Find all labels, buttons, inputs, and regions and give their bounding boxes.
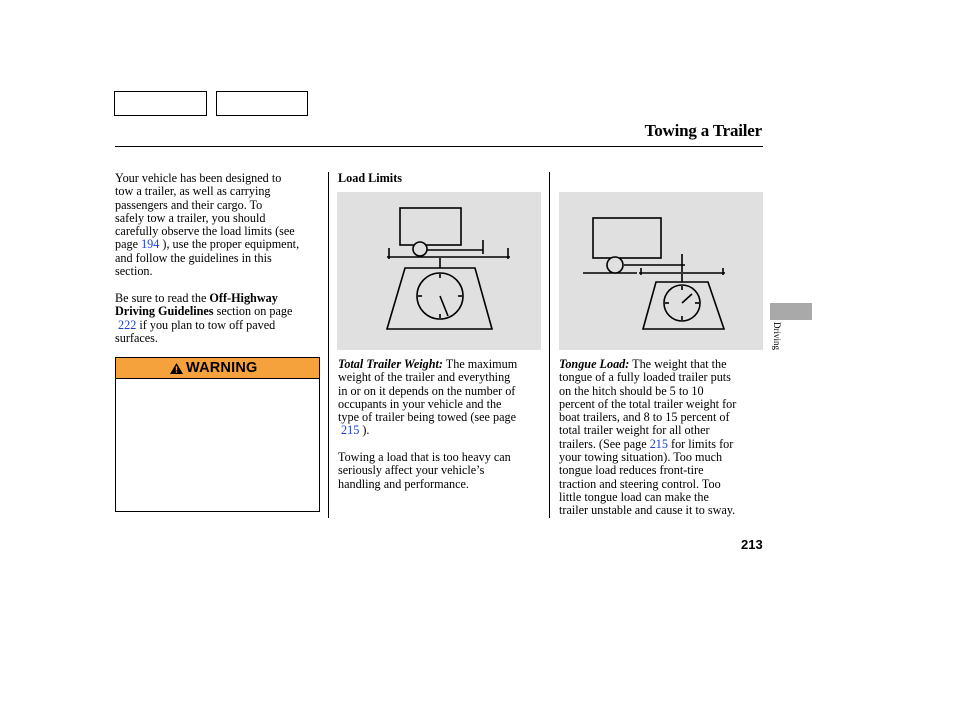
nav-box-2[interactable] bbox=[216, 91, 308, 116]
read-guidelines-paragraph: Be sure to read the Off-Highway Driving Guidelines section on page 222 if you plan to tow off paved surfaces. bbox=[115, 291, 293, 345]
warning-label: WARNING bbox=[186, 360, 258, 376]
intro-paragraph: Your vehicle has been designed to tow a trailer, as well as carrying passengers and their cargo. To safely tow a trailer, you should carefully observe the load limits (see page 194 ), use the proper equipment, and follow the guidelines in this section. bbox=[115, 171, 300, 279]
warning-triangle-icon bbox=[170, 363, 183, 374]
section-tab-label: Driving bbox=[772, 322, 782, 350]
overload-paragraph: Towing a load that is too heavy can seriously affect your vehicle’s handling and performance. bbox=[338, 450, 511, 491]
nav-box-1[interactable] bbox=[114, 91, 207, 116]
page-link-222[interactable]: 222 bbox=[118, 317, 137, 332]
tongue-load-term: Tongue Load: bbox=[559, 357, 630, 371]
page-link-215-weight[interactable]: 215 bbox=[341, 423, 360, 438]
tongue-load-figure bbox=[559, 192, 763, 350]
column-divider-1 bbox=[328, 172, 329, 518]
trailer-on-scale-illustration bbox=[337, 192, 541, 350]
tongue-load-paragraph: Tongue Load: The weight that the tongue of a fully loaded trailer puts on the hitch should be 5 to 10 percent of the total trailer weight for boat trailers, and 8 to 15 percent of total trailer weight for all other trailers. (See page 215 for limits for your towing situation). Too much tongue load reduces front-tire traction and steering control. Too little tongue load can make the trailer unstable and cause it to sway. bbox=[559, 357, 737, 518]
total-trailer-weight-figure bbox=[337, 192, 541, 350]
total-trailer-weight-term: Total Trailer Weight: bbox=[338, 357, 443, 371]
section-tab[interactable] bbox=[770, 303, 812, 320]
tongue-on-scale-illustration bbox=[559, 192, 763, 350]
warning-header bbox=[116, 358, 319, 379]
total-trailer-weight-paragraph: Total Trailer Weight: The maximum weight of the trailer and everything in or on it depends on the number of occupants in your vehicle and the type of trailer being towed (see page 215 ). bbox=[338, 357, 518, 438]
page-title: Towing a Trailer bbox=[644, 121, 762, 140]
header-rule bbox=[115, 146, 763, 147]
load-limits-heading: Load Limits bbox=[338, 171, 402, 185]
page-link-194[interactable]: 194 bbox=[141, 237, 160, 252]
column-divider-2 bbox=[549, 172, 550, 518]
page-link-215-tongue[interactable]: 215 bbox=[649, 436, 668, 451]
warning-box bbox=[115, 357, 320, 512]
page-number: 213 bbox=[741, 537, 763, 552]
